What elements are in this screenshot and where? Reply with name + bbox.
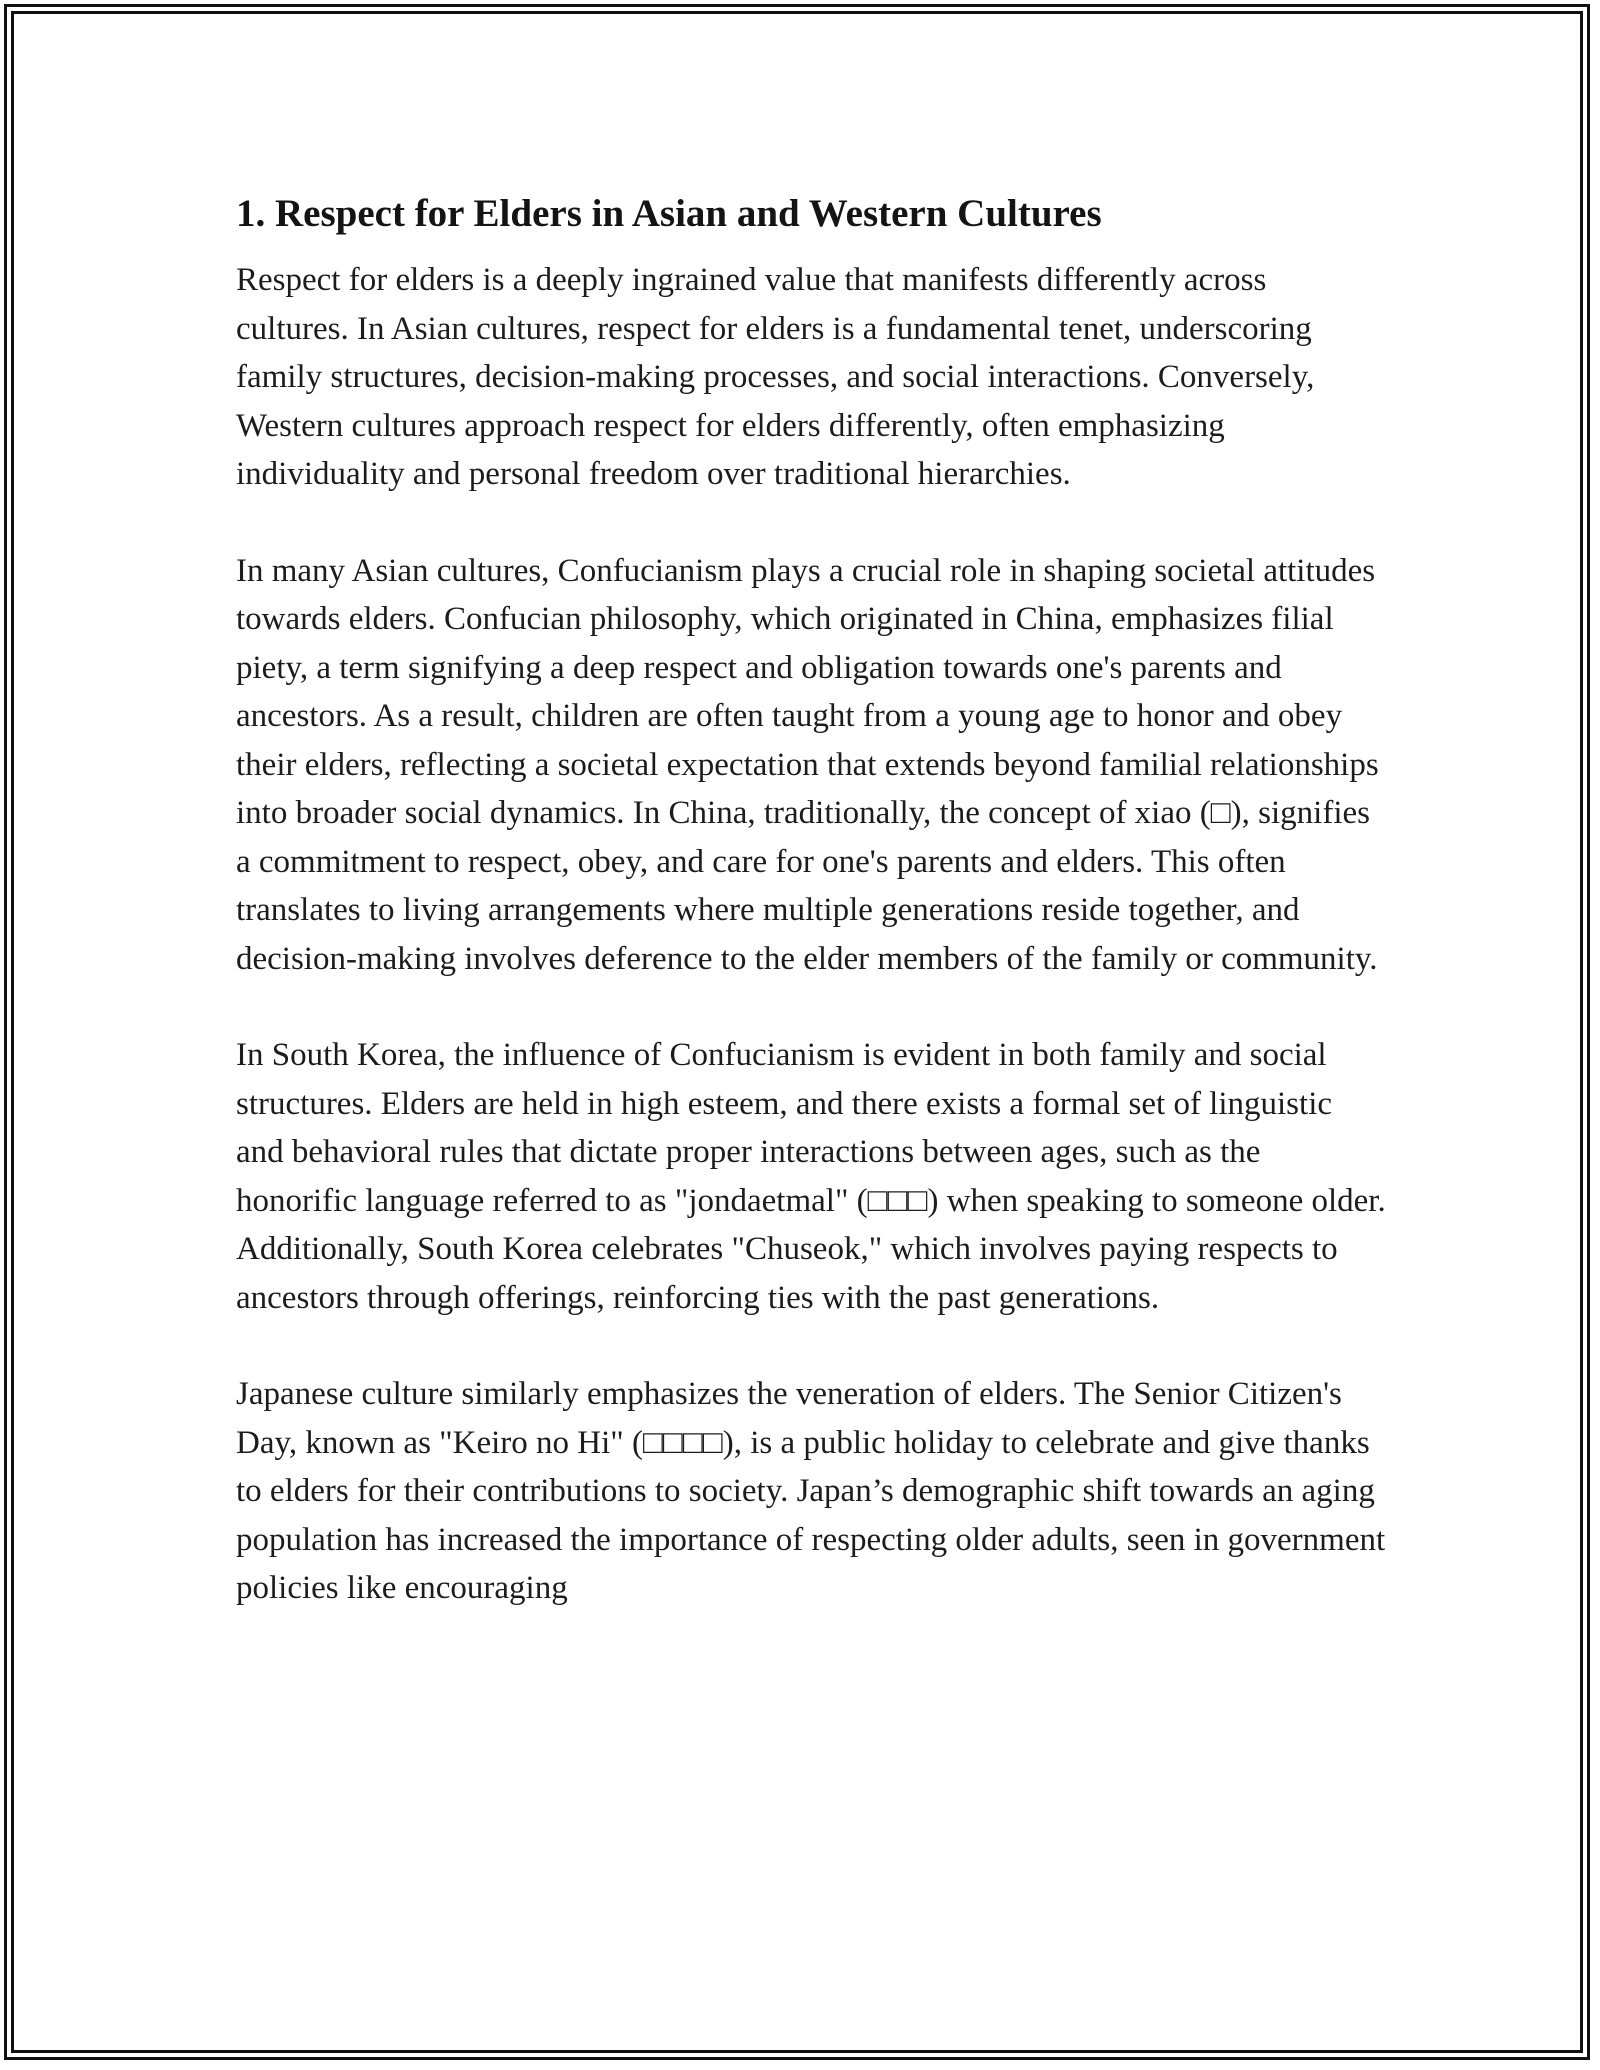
- paragraph-japan: Japanese culture similarly emphasizes the veneration of elders. The Senior Citizen's Day, known as "Keiro no Hi" (□□□□), is a public holiday to celebrate and give thanks to elders for their contributions to society. Japan’s demographic shift towards an aging population has increased the importance of respecting older adults, seen in government policies like encouraging: [236, 1376, 1386, 1606]
- paragraph-intro: Respect for elders is a deeply ingrained value that manifests differently across cultures. In Asian cultures, respect for elders is a fundamental tenet, underscoring family structures, decision-making processes, and social interactions. Conversely, Western cultures approach respect for elders differently, often emphasizing individuality and personal freedom over traditional hierarchies.: [236, 262, 1315, 492]
- paragraph-confucianism: In many Asian cultures, Confucianism plays a crucial role in shaping societal attitudes towards elders. Confucian philosophy, which originated in China, emphasizes filial piety, a term signifying a deep respect and obligation towards one's parents and ancestors. As a result, children are often taught from a young age to honor and obey their elders, reflecting a societal expectation that extends beyond familial relationships into broader social dynamics. In China, traditionally, the concept of xiao (□), signifies a commitment to respect, obey, and care for one's parents and elders. This often translates to living arrangements where multiple generations reside together, and decision-making involves deference to the elder members of the family or community.: [236, 552, 1379, 977]
- spacer: [236, 244, 1386, 256]
- section-heading: 1. Respect for Elders in Asian and Western Cultures: [236, 192, 1102, 235]
- spacer: [236, 1322, 1386, 1370]
- document-body: [236, 184, 1386, 1613]
- spacer: [236, 983, 1386, 1031]
- paragraph-south-korea: In South Korea, the influence of Confucianism is evident in both family and social structures. Elders are held in high esteem, and there exists a formal set of linguistic and behavioral rules that dictate proper interactions between ages, such as the honorific language referred to as "jondaetmal" (□□□) when speaking to someone older. Additionally, South Korea celebrates "Chuseok," which involves paying respects to ancestors through offerings, reinforcing ties with the past generations.: [236, 1037, 1386, 1316]
- spacer: [236, 499, 1386, 547]
